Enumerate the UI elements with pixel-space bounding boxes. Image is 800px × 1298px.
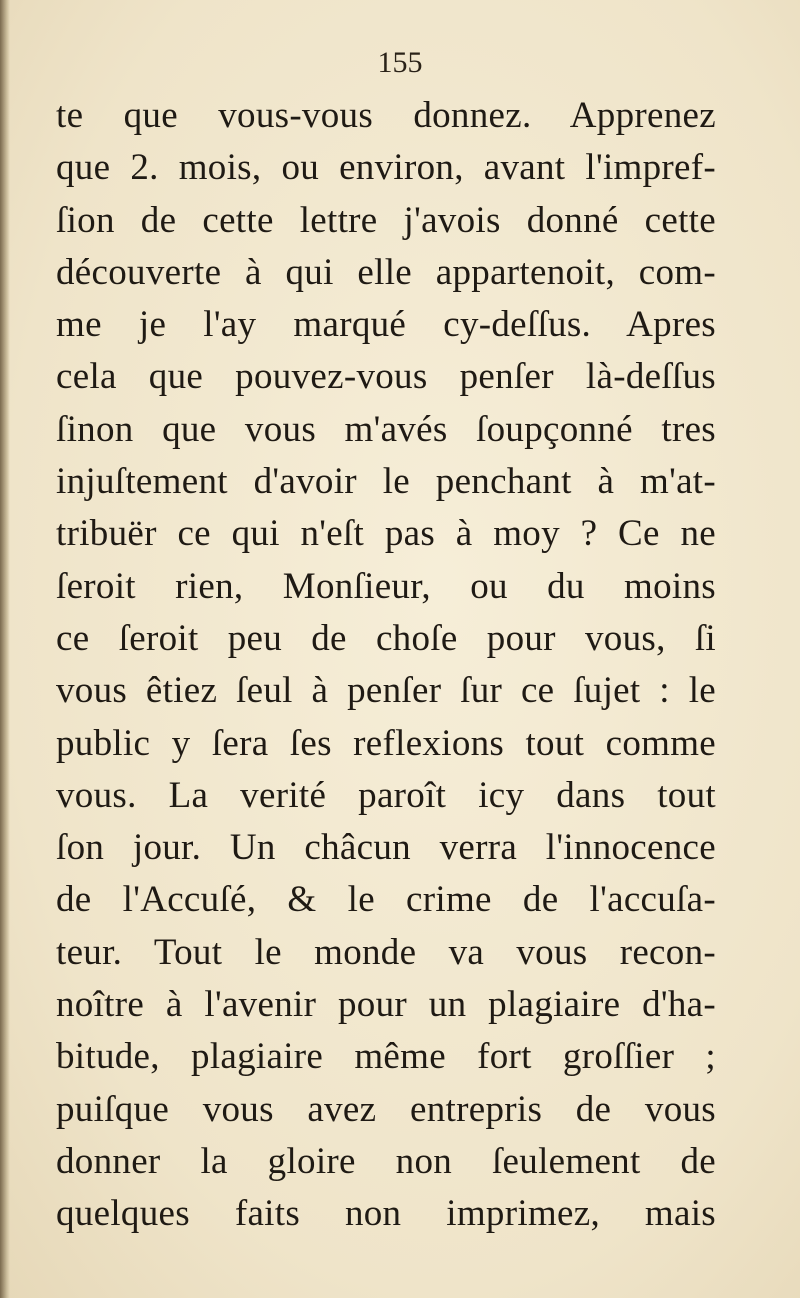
text-line: injuſtement d'avoir le penchant à m'at- bbox=[56, 461, 716, 503]
text-line: ſeroit rien, Monſieur, ou du moins bbox=[56, 565, 716, 607]
text-line: de l'Accuſé, & le crime de l'accuſa- bbox=[56, 879, 716, 921]
text-line: teur. Tout le monde va vous recon- bbox=[56, 931, 716, 973]
text-line: quelques faits non imprimez, mais bbox=[56, 1193, 716, 1235]
text-line: noître à l'avenir pour un plagiaire d'ha- bbox=[56, 984, 716, 1026]
text-line: te que vous-vous donnez. Apprenez bbox=[56, 95, 716, 136]
text-body bbox=[56, 90, 716, 1241]
text-line: ſinon que vous m'avés ſoupçonné tres bbox=[56, 408, 716, 450]
text-line: que 2. mois, ou environ, avant l'impref- bbox=[56, 147, 716, 189]
text-line: public y ſera ſes reflexions tout comme bbox=[56, 722, 716, 764]
text-line: tribuër ce qui n'eſt pas à moy ? Ce ne bbox=[56, 513, 716, 555]
text-line: vous. La verité paroît icy dans tout bbox=[56, 774, 716, 816]
text-line: bitude, plagiaire même fort groſſier ; bbox=[56, 1036, 716, 1078]
text-line: puiſque vous avez entrepris de vous bbox=[56, 1088, 716, 1130]
text-line: découverte à qui elle appartenoit, com- bbox=[56, 251, 716, 293]
text-line: vous êtiez ſeul à penſer ſur ce ſujet : le bbox=[56, 670, 716, 712]
text-line: donner la gloire non ſeulement de bbox=[56, 1140, 716, 1182]
text-line: ſion de cette lettre j'avois donné cette bbox=[56, 199, 716, 241]
text-line: me je l'ay marqué cy-deſſus. Apres bbox=[56, 304, 716, 346]
text-line: ſon jour. Un châcun verra l'innocence bbox=[56, 827, 716, 869]
text-line: cela que pouvez-vous penſer là-deſſus bbox=[56, 356, 716, 398]
text-line: ce ſeroit peu de choſe pour vous, ſi bbox=[56, 617, 716, 659]
page-gutter-shadow bbox=[0, 0, 10, 1298]
page-number: 155 bbox=[377, 46, 423, 79]
